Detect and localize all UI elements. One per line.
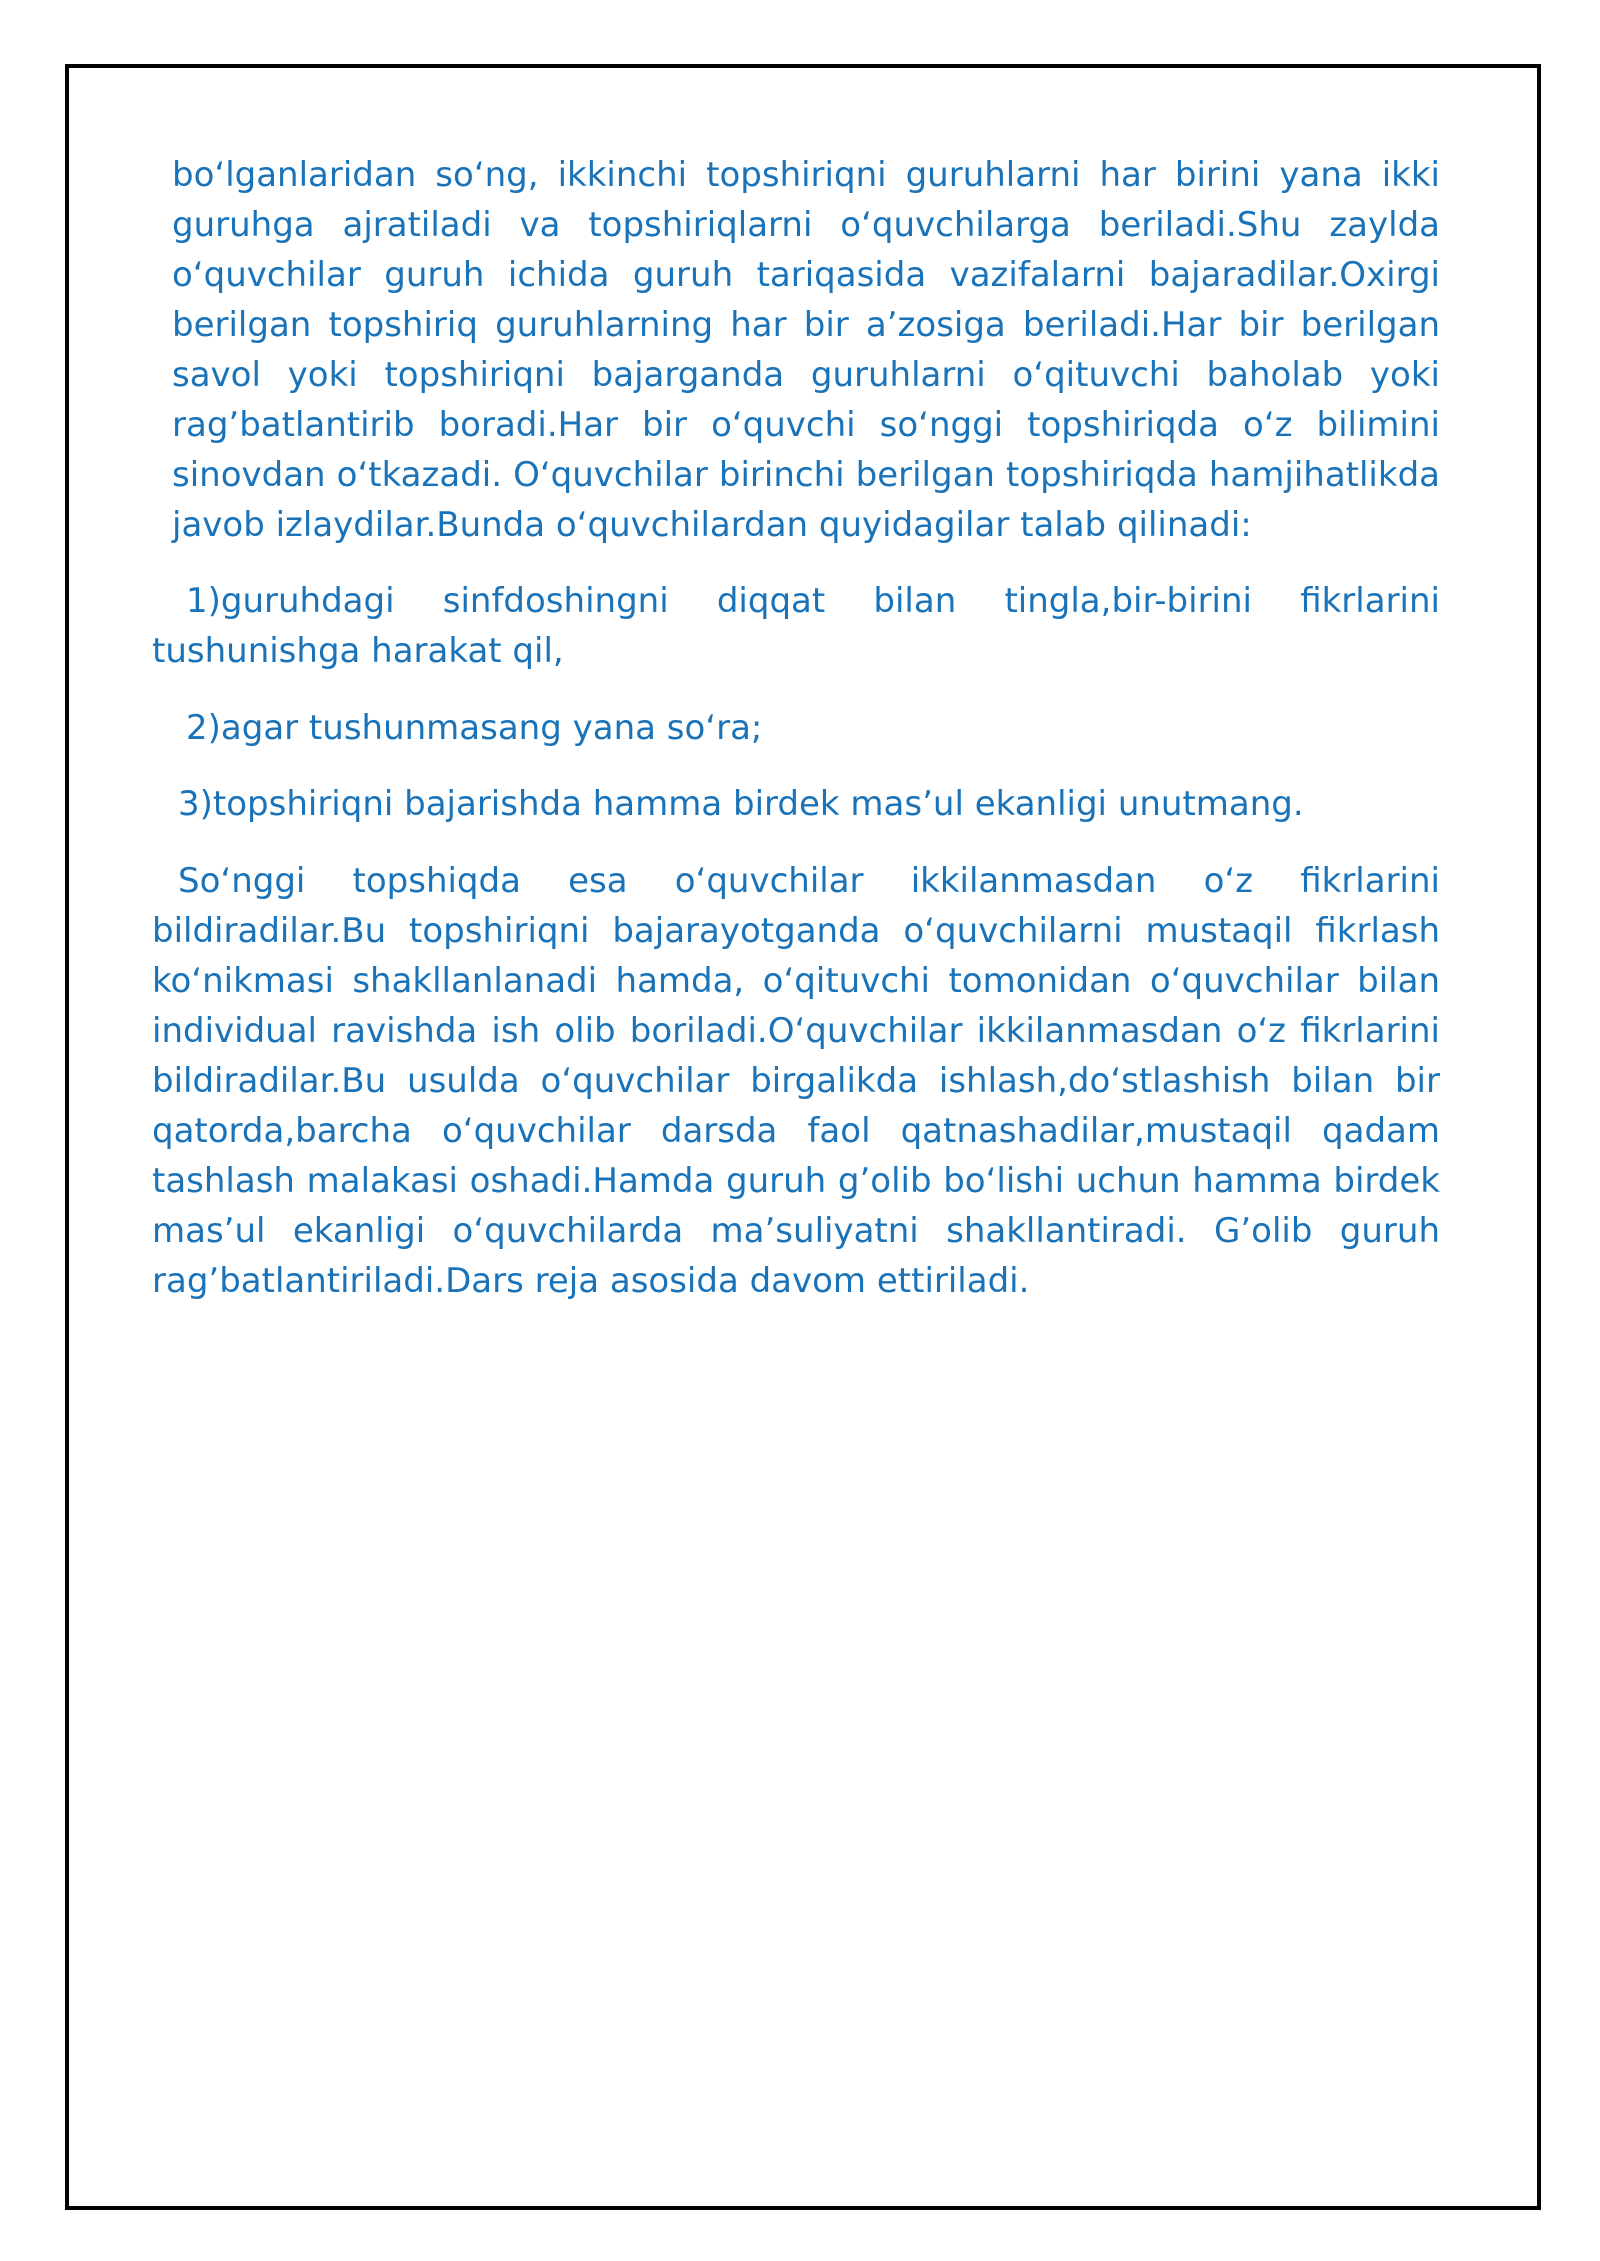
list-item-3: 3)topshiriqni bajarishda hamma birdek mas’ul ekanligi unutmang. <box>178 784 1304 824</box>
body-paragraph-1: bo‘lganlaridan so‘ng, ikkinchi topshiriqni guruhlarni har birini yana ikki guruhga ajratiladi va topshiriqlarni o‘quvchilarga beriladi.Shu zaylda o‘quvchilar guruh ichida guruh tariqasida vazifalarni bajaradilar.Oxirgi berilgan topshiriq guruhlarning har bir a’zosiga beriladi.Har bir berilgan savol yoki topshiriqni bajarganda guruhlarni o‘qituvchi baholab yoki rag’batlantirib boradi.Har bir o‘quvchi so‘nggi topshiriqda o‘z bilimini sinovdan o‘tkazadi. O‘quvchilar birinchi berilgan topshiriqda hamjihatlikda javob izlaydilar.Bunda o‘quvchilardan quyidagilar talab qilinadi: <box>172 155 1440 545</box>
body-paragraph-2: So‘nggi topshiqda esa o‘quvchilar ikkilanmasdan o‘z fikrlarini bildiradilar.Bu topshiriqni bajarayotganda o‘quvchilarni mustaqil fikrlash ko‘nikmasi shakllanlanadi hamda, o‘qituvchi tomonidan o‘quvchilar bilan individual ravishda ish olib boriladi.O‘quvchilar ikkilanmasdan o‘z fikrlarini bildiradilar.Bu usulda o‘quvchilar birgalikda ishlash,do‘stlashish bilan bir qatorda,barcha o‘quvchilar darsda faol qatnashadilar,mustaqil qadam tashlash malakasi oshadi.Hamda guruh g’olib bo‘lishi uchun hamma birdek mas’ul ekanligi o‘quvchilarda ma’suliyatni shakllantiradi. G’olib guruh rag’batlantiriladi.Dars reja asosida davom ettiriladi. <box>152 861 1440 1301</box>
list-item-1: 1)guruhdagi sinfdoshingni diqqat bilan tingla,bir-birini fikrlarini tushunishga harakat qil, <box>152 581 1440 671</box>
list-item-2: 2)agar tushunmasang yana so‘ra; <box>186 708 763 748</box>
